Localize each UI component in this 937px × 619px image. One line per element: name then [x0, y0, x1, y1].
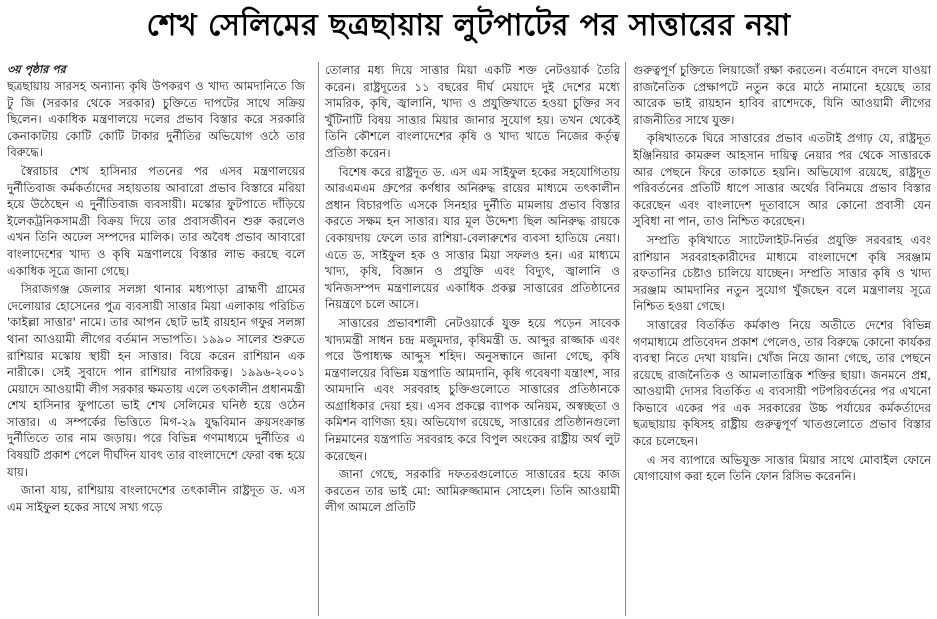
paragraph: সিরাজগঞ্জ জেলার সলঙ্গা থানার মধ্যপাড়া ব্রাহ্মণী গ্রামের দেলোয়ার হোসেনের পুত্র ব্যবসায়ী সাত্তার মিয়া এলাকায় পরিচিত 'কাইল্লা সাত্তার' নামে। তার আপন ছোট ভাই রায়হান গফুর সলঙ্গা থানা আওয়ামী লীগের বর্তমান সভাপতি। ১৯৯০ সালের শুরুতে রাশিয়ার মস্কোয় স্থায়ী হন সাত্তার। বিয়ে করেন রাশিয়ান এক নারীকে। সেই সুবাদে পান রাশিয়ার নাগরিকত্ব। ১৯৯৬-২০০১ মেয়াদে আওয়ামী লীগ সরকার ক্ষমতায় এলে তৎকালীন প্রধানমন্ত্রী শেখ হাসিনার ফুপাতো ভাই শেখ সেলিমের ঘনিষ্ঠ হয়ে ওঠেন সাত্তার। এ সম্পর্কের ভিত্তিতে মিগ-২৯ যুদ্ধবিমান ক্রয়সংক্রান্ত দুর্নীতিতে তার নাম জড়ায়। পরে বিভিন্ন গণমাধ্যমে দুর্নীতির এ বিষয়টি প্রকাশ পেলে দীর্ঘদিন যাবৎ তার বাংলাদেশে ফেরা বন্ধ হয়ে যায়। — [7, 282, 305, 479]
paragraph: বিশেষ করে রাষ্ট্রদূত ড. এস এম সাইফুল হকের সহযোগিতায় আরএমএম গ্রুপের কর্ণধার অনিরুদ্ধ রায়ের মাধ্যমে তৎকালীন প্রধান বিচারপতি এসকে সিনহার দুর্নীতি মামলায় প্রভাব বিস্তার করতে সক্ষম হন সাত্তার। যার মূল উদ্দেশ্য ছিল অনিরুদ্ধ রায়কে বেকায়দায় ফেলে তার রাশিয়া-বেলারুশের ব্যবসা হাতিয়ে নেয়া। এতে ড. সাইফুল হক ও সাত্তার মিয়া সফলও হন। এর মাধ্যমে খাদ্য, কৃষি, বিজ্ঞান ও প্রযুক্তি এবং বিদ্যুৎ, জ্বালানি ও খনিজসম্পদ মন্ত্রণালয়ের একাধিক প্রকল্প সাত্তারের প্রতিষ্ঠানের নিয়ন্ত্রণে চলে আসে। — [325, 164, 620, 312]
paragraph: স্বৈরাচার শেখ হাসিনার পতনের পর এসব মন্ত্রণালয়ের দুর্নীতিবাজ কর্মকর্তাদের সহায়তায় আবারো প্রভাব বিস্তারে মরিয়া হয়ে উঠেছেন এ দুর্নীতিবাজ ব্যবসায়ী। মস্কোর ফুটপাতে দাঁড়িয়ে ইলেকট্রনিকসামগ্রী বিক্রয় দিয়ে তার প্রবাসজীবন শুরু করলেও এখন তিনি অঢেল সম্পদের মালিক। তার অবৈধ প্রভাব আবারো বাংলাদেশের খাদ্য ও কৃষি মন্ত্রণালয়ে বিস্তার লাভ করছে বলে একাধিক সূত্রে জানা গেছে। — [7, 163, 305, 278]
column-3 — [625, 62, 931, 616]
column-2 — [318, 62, 620, 616]
column-1 — [7, 62, 305, 616]
paragraph: সম্প্রতি কৃষিখাতে স্যাটেলাইট-নির্ভর প্রযুক্তি সরবরাহ এবং রাশিয়ান সরবরাহকারীদের মাধ্যমে বাংলাদেশে কৃষি সরঞ্জাম রফতানির চেষ্টাও চালিয়ে যাচ্ছেন। সম্প্রতি সাত্তার কৃষি ও খাদ্য সরঞ্জাম আমদানির নতুন সুযোগ খুঁজছেন বলে মন্ত্রণালয় সূত্রে নিশ্চিত হওয়া গেছে। — [633, 232, 931, 314]
paragraph: এ সব ব্যাপারে অভিযুক্ত সাত্তার মিয়ার সাথে মোবাইল ফোনে যোগাযোগ করা হলে তিনি ফোন রিসিভ করেননি। — [633, 452, 931, 484]
article-body — [7, 62, 931, 616]
paragraph: গুরুত্বপূর্ণ চুক্তিতে লিয়াজোঁ রক্ষা করতেন। বর্তমানে বদলে যাওয়া রাজনৈতিক প্রেক্ষাপটে নতুন করে মাঠে নামানো হয়েছে তার আরেক ভাই রায়হান হাবিব রাশেদকে, যিনি আওয়ামী লীগের রাজনীতির সাথে যুক্ত। — [633, 63, 931, 127]
paragraph: ছত্রছায়ায় সারসহ অন্যান্য কৃষি উপকরণ ও খাদ্য আমদানিতে জি টু জি (সরকার থেকে সরকার) চুক্তিতে দাপটের সাথে সক্রিয় ছিলেন। একাধিক মন্ত্রণালয়ে দলের প্রভাব বিস্তার করে সরকারি কেনাকাটায় কোটি কোটি টাকার দুর্নীতির অভিযোগ ওঠে তার বিরুদ্ধে। — [7, 79, 305, 160]
continued-from-label: ৩য় পৃষ্ঠার পর — [7, 63, 66, 76]
paragraph: কৃষিখাতকে ঘিরে সাত্তারের প্রভাব এতটাই প্রগাঢ় যে, রাষ্ট্রদূত ইঞ্জিনিয়ার কামরুল আহসান দায়িত্ব নেয়ার পর থেকে সাত্তারকে আর পেছনে ফিরে তাকাতে হয়নি। অভিযোগ রয়েছে, রাষ্ট্রদূত পরিবর্তনের প্রতিটি ধাপে সাত্তার অর্থের বিনিময়ে প্রভাব বিস্তার করেছেন এবং বাংলাদেশ দূতাবাসে আর কোনো প্রবাসী যেন সুবিধা না পান, তাও নিশ্চিত করেছেন। — [633, 131, 931, 229]
paragraph: জানা যায়, রাশিয়ায় বাংলাদেশের তৎকালীন রাষ্ট্রদূত ড. এস এম সাইফুল হকের সাথে সখ্য গড়ে — [7, 483, 305, 514]
paragraph: সাত্তারের বিতর্কিত কর্মকাণ্ড নিয়ে অতীতে দেশের বিভিন্ন গণমাধ্যমে প্রতিবেদন প্রকাশ পেলেও, তার বিরুদ্ধে কোনো কার্যকর ব্যবস্থা নিতে দেখা যায়নি। খোঁজ নিয়ে জানা গেছে, তার পেছনে রয়েছে রাজনৈতিক ও আমলাতান্ত্রিক শক্তির ছায়া। জনমনে প্রশ্ন, আওয়ামী দোসর বিতর্কিত এ ব্যবসায়ী পটপরিবর্তনের পর এখনো কিভাবে একের পর এক সরকারের উচ্চ পর্যায়ের কর্মকর্তাদের ছত্রছায়ায় কৃষিসহ রাষ্ট্রীয় গুরুত্বপূর্ণ খাতগুলোতে প্রভাব বিস্তার করে চলেছেন। — [633, 317, 931, 449]
paragraph: জানা গেছে, সরকারি দফতরগুলোতে সাত্তারের হয়ে কাজ করতেন তার ভাই মো: আমিরুজ্জামান সোহেল। তিনি আওয়ামী লীগ আমলে প্রতিটি — [325, 467, 620, 515]
paragraph: সাত্তারের প্রভাবশালী নেটওয়ার্কে যুক্ত হয়ে পড়েন সাবেক খাদ্যমন্ত্রী সাধন চন্দ্র মজুমদার, কৃষিমন্ত্রী ড. আব্দুর রাজ্জাক এবং পরে উপাধ্যক্ষ আব্দুস শহিদ। অনুসন্ধানে জানা গেছে, কৃষি মন্ত্রণালয়ের বিভিন্ন যন্ত্রপাতি আমদানি, কৃষি গবেষণা যন্ত্রাংশ, সার আমদানি এবং সরবরাহ চুক্তিগুলোতে সাত্তারের প্রতিষ্ঠানকে অগ্রাধিকার দেয়া হয়। এসব প্রকল্পে ব্যাপক অনিয়ম, অস্বচ্ছতা ও কমিশন বাণিজ্য হয়। অভিযোগ রয়েছে, সাত্তারের প্রতিষ্ঠানগুলো নিম্নমানের যন্ত্রপাতি সরবরাহ করে বিপুল অংকের রাষ্ট্রীয় অর্থ লুট করেছেন। — [325, 315, 620, 463]
paragraph: তোলার মধ্য দিয়ে সাত্তার মিয়া একটি শক্ত নেটওয়ার্ক তৈরি করেন। রাষ্ট্রদূতের ১১ বছরের দীর্ঘ মেয়াদে দুই দেশের মধ্যে সামরিক, কৃষি, জ্বালানি, খাদ্য ও প্রযুক্তিখাতে হওয়া চুক্তির সব খুঁটিনাটি বিষয় সাত্তার মিয়ার জানার সুযোগ হয়। তখন থেকেই তিনি কৌশলে বাংলাদেশের কৃষি ও খাদ্য খাতে নিজের কর্তৃত্ব প্রতিষ্ঠা করেন। — [325, 63, 620, 160]
headline: শেখ সেলিমের ছত্রছায়ায় লুটপাটের পর সাত্তারের নয়া — [146, 8, 791, 43]
